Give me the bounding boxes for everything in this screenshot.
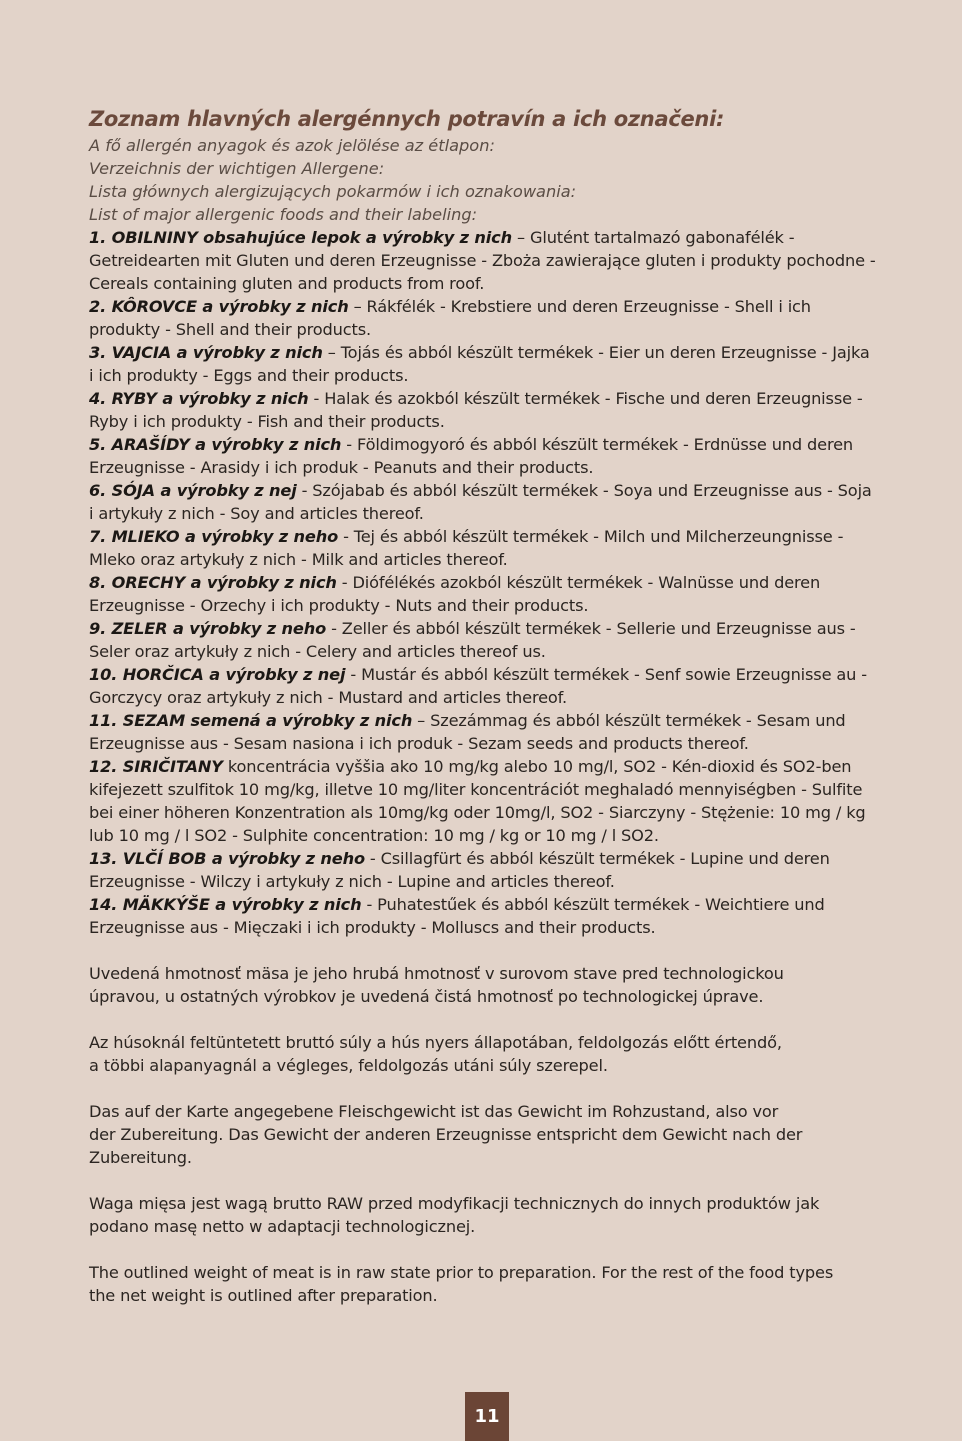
page-number-badge xyxy=(465,1392,509,1441)
allergen-description: - Zeller és abból készült termékek - Sellerie und Erzeugnisse aus - Seler oraz artykuły z nich - Celery and articles thereof us. xyxy=(89,619,856,661)
note-hungarian: Az húsoknál feltüntetett bruttó súly a hús nyers állapotában, feldolgozás előtt értendő, a többi alapanyagnál a végleges, feldolgozás utáni súly szerepel. xyxy=(89,1033,782,1075)
allergen-item xyxy=(89,479,879,525)
note-slovak: Uvedená hmotnosť mäsa je jeho hrubá hmotnosť v surovom stave pred technologickou úpravou, u ostatných výrobkov je uvedená čistá hmotnosť po technologickej úprave. xyxy=(89,964,784,1006)
allergen-description: – Rákfélék - Krebstiere und deren Erzeugnisse - Shell i ich produkty - Shell and their products. xyxy=(89,297,811,339)
subtitle-hungarian: A fő allergén anyagok és azok jelölése az étlapon: xyxy=(89,136,495,155)
allergen-heading: 7. MLIEKO a výrobky z neho xyxy=(89,527,339,546)
document-title: Zoznam hlavných alergénnych potravín a ich označeni: xyxy=(89,107,725,131)
allergen-heading: 1. OBILNINY obsahujúce lepok a výrobky z nich xyxy=(89,228,513,247)
allergen-item xyxy=(89,387,879,433)
allergen-item xyxy=(89,663,879,709)
subtitle-list xyxy=(89,134,879,226)
allergen-heading: 12. SIRIČITANY xyxy=(89,757,223,776)
allergen-item xyxy=(89,525,879,571)
allergen-item xyxy=(89,893,879,939)
allergen-heading: 14. MÄKKÝŠE a výrobky z nich xyxy=(89,895,362,914)
allergen-item xyxy=(89,847,879,893)
allergen-item xyxy=(89,709,879,755)
allergen-item xyxy=(89,617,879,663)
allergen-item xyxy=(89,295,879,341)
subtitle-english: List of major allergenic foods and their labeling: xyxy=(89,205,478,224)
weight-notes xyxy=(89,962,879,1307)
allergen-description: – Szezámmag és abból készült termékek - Sesam und Erzeugnisse aus - Sesam nasiona i ich produk - Sezam seeds and products thereof. xyxy=(89,711,846,753)
allergen-description: – Tojás és abból készült termékek - Eier un deren Erzeugnisse - Jajka i ich produkty - Eggs and their products. xyxy=(89,343,870,385)
allergen-description: - Szójabab és abból készült termékek - Soya und Erzeugnisse aus - Soja i artykuły z nich - Soy and articles thereof. xyxy=(89,481,872,523)
allergen-heading: 9. ZELER a výrobky z neho xyxy=(89,619,327,638)
allergen-heading: 4. RYBY a výrobky z nich xyxy=(89,389,309,408)
allergen-heading: 11. SEZAM semená a výrobky z nich xyxy=(89,711,413,730)
allergen-description: - Tej és abból készült termékek - Milch und Milcherzeungnisse - Mleko oraz artykuły z nich - Milk and articles thereof. xyxy=(89,527,844,569)
allergen-item xyxy=(89,755,879,847)
allergen-heading: 6. SÓJA a výrobky z nej xyxy=(89,481,297,500)
allergen-description: - Halak és azokból készült termékek - Fische und deren Erzeugnisse - Ryby i ich produkty - Fish and their products. xyxy=(89,389,863,431)
allergen-description: koncentrácia vyššia ako 10 mg/kg alebo 10 mg/l, SO2 - Kén-dioxid és SO2-ben kifejezett szulfitok 10 mg/kg, illetve 10 mg/liter koncentrációt meghaladó mennyiségben - Sulfite bei einer höheren Konzentration als 10mg/kg oder 10mg/l, SO2 - Siarczyny - Stężenie: 10 mg / kg lub 10 mg / l SO2 - Sulphite concentration: 10 mg / kg or 10 mg / l SO2. xyxy=(89,757,866,845)
note-polish: Waga mięsa jest wagą brutto RAW przed modyfikacji technicznych do innych produktów jak podano masę netto w adaptacji technologicznej. xyxy=(89,1194,820,1236)
note-german: Das auf der Karte angegebene Fleischgewicht ist das Gewicht im Rohzustand, also vor der Zubereitung. Das Gewicht der anderen Erzeugnisse entspricht dem Gewicht nach der Zubereitung. xyxy=(89,1102,803,1167)
allergen-description: - Mustár és abból készült termékek - Senf sowie Erzeugnisse au - Gorczycy oraz artykuły z nich - Mustard and articles thereof. xyxy=(89,665,867,707)
allergen-heading: 13. VLČÍ BOB a výrobky z neho xyxy=(89,849,365,868)
allergen-heading: 10. HORČICA a výrobky z nej xyxy=(89,665,346,684)
allergen-list xyxy=(89,226,879,939)
allergen-description: - Puhatestűek és abból készült termékek - Weichtiere und Erzeugnisse aus - Mięczaki i ich produkty - Molluscs and their products. xyxy=(89,895,825,937)
page-number: 11 xyxy=(474,1406,500,1427)
allergen-item xyxy=(89,433,879,479)
subtitle-german: Verzeichnis der wichtigen Allergene: xyxy=(89,159,385,178)
allergen-item xyxy=(89,571,879,617)
allergen-item xyxy=(89,341,879,387)
allergen-description: - Földimogyoró és abból készült termékek - Erdnüsse und deren Erzeugnisse - Arasidy i ich produk - Peanuts and their products. xyxy=(89,435,854,477)
allergen-heading: 2. KÔROVCE a výrobky z nich xyxy=(89,297,349,316)
allergen-item xyxy=(89,226,879,295)
allergen-description: - Csillagfürt és abból készült termékek - Lupine und deren Erzeugnisse - Wilczy i artykuły z nich - Lupine and articles thereof. xyxy=(89,849,830,891)
allergen-heading: 8. ORECHY a výrobky z nich xyxy=(89,573,337,592)
allergen-description: - Diófélékés azokból készült termékek - Walnüsse und deren Erzeugnisse - Orzechy i ich produkty - Nuts and their products. xyxy=(89,573,821,615)
allergen-description: – Glutént tartalmazó gabonafélék - Getreidearten mit Gluten und deren Erzeugnisse - Zboża zawierające gluten i produkty pochodne - Cereals containing gluten and products from roof. xyxy=(89,228,876,293)
subtitle-polish: Lista głównych alergizujących pokarmów i ich oznakowania: xyxy=(89,182,577,201)
allergen-heading: 5. ARAŠÍDY a výrobky z nich xyxy=(89,435,342,454)
allergen-heading: 3. VAJCIA a výrobky z nich xyxy=(89,343,323,362)
allergen-document xyxy=(89,104,879,1330)
note-english: The outlined weight of meat is in raw state prior to preparation. For the rest of the food types the net weight is outlined after preparation. xyxy=(89,1263,834,1305)
